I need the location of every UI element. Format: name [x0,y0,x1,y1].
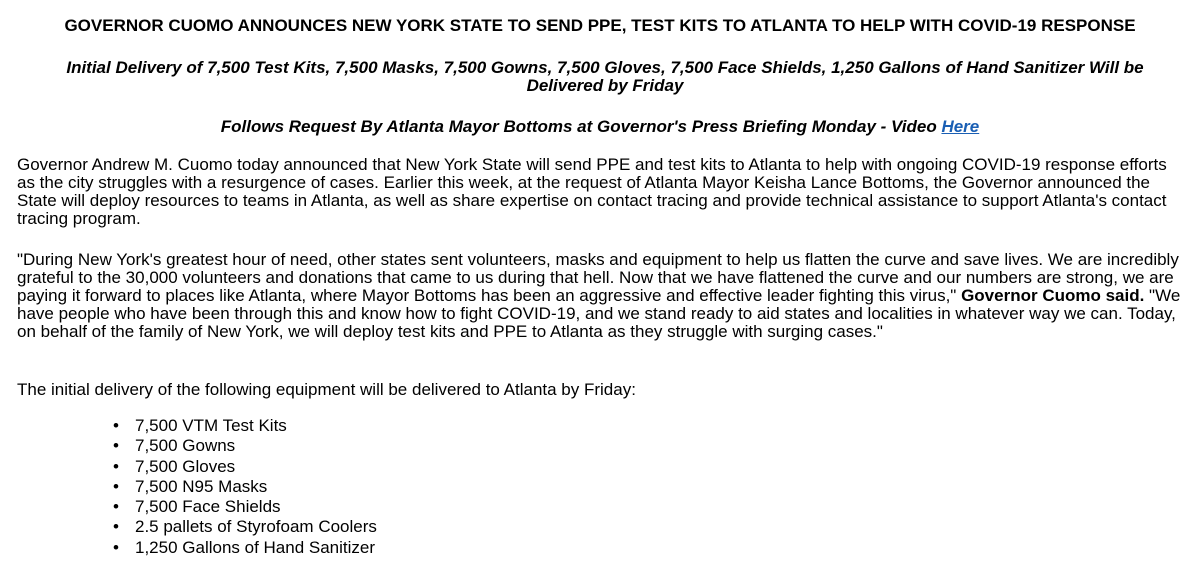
quote-paragraph [17,251,1187,341]
list-item [110,477,377,497]
bullet-icon: • [113,537,119,557]
bullet-icon: • [113,476,119,496]
quote-part-1: "During New York's greatest hour of need, other states sent volunteers, masks and equipment to help us flatten the curve and save lives. We are incredibly grateful to the 30,000 volunteers and donations that came to us during that hell. Now that we have flattened the curve and our numbers are strong, we are paying it forward to places like Atlanta, where Mayor Bottoms has been an aggressive and effective leader fighting this virus," [17,250,1179,305]
list-item-text: 1,250 Gallons of Hand Sanitizer [135,537,376,557]
list-item [110,457,377,477]
list-item [110,436,377,456]
video-link[interactable]: Here [941,117,980,136]
list-item [110,497,377,517]
list-item-text: 7,500 N95 Masks [135,476,268,496]
intro-paragraph: Governor Andrew M. Cuomo today announced that New York State will send PPE and test kits to Atlanta to help with ongoing COVID-19 response efforts as the city struggles with a resurgence of cases. Earlier this week, at the request of Atlanta Mayor Keisha Lance Bottoms, the Governor announced the State will deploy resources to teams in Atlanta, as well as share expertise on contact tracing and provide technical assistance to support Atlanta's contact tracing program. [17,155,1167,228]
bullet-icon: • [113,497,119,517]
bullet-icon: • [113,436,119,456]
bullet-icon: • [113,456,119,476]
list-item-text: 2.5 pallets of Styrofoam Coolers [135,517,377,537]
list-item-text: 7,500 Gowns [135,436,236,456]
quote-part-2: "We have people who have been through this and know how to fight COVID-19, and we stand ready to aid states and localities in whatever way we can. Today, on behalf of the family of New York, we will deploy test kits and PPE to Atlanta as they struggle with surging cases." [17,286,1181,341]
list-item-text: 7,500 Face Shields [135,497,281,517]
list-item-text: 7,500 VTM Test Kits [135,416,287,435]
subhead: Initial Delivery of 7,500 Test Kits, 7,500 Masks, 7,500 Gowns, 7,500 Gloves, 7,500 Face Shields, 1,250 Gallons of Hand Sanitizer Will be Delivered by Friday [66,58,1144,95]
bullet-icon: • [113,517,119,537]
equipment-list [110,416,377,558]
headline: GOVERNOR CUOMO ANNOUNCES NEW YORK STATE TO SEND PPE, TEST KITS TO ATLANTA TO HELP WITH COVID-19 RESPONSE [64,16,1136,35]
list-item-text: 7,500 Gloves [135,456,236,476]
follow-text: Follows Request By Atlanta Mayor Bottoms at Governor's Press Briefing Monday - Video [220,117,942,136]
follow-line [0,117,1200,137]
list-intro: The initial delivery of the following equipment will be delivered to Atlanta by Friday: [17,380,636,399]
bullet-icon: • [113,416,119,435]
list-item [110,538,377,558]
list-item [110,416,377,436]
quote-speaker: Governor Cuomo said. [961,286,1145,305]
list-item [110,517,377,537]
